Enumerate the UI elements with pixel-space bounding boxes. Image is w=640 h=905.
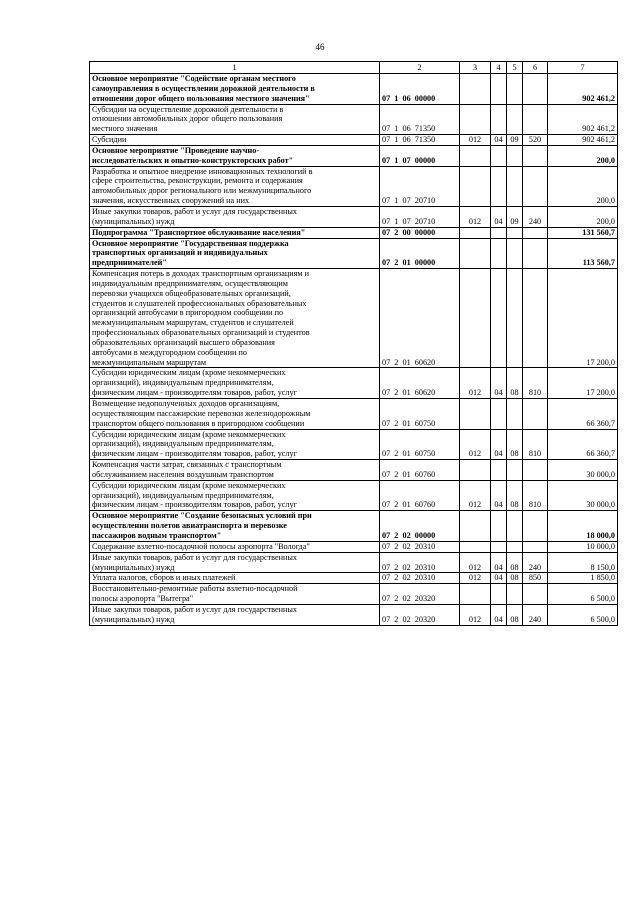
- row-code: 07 2 01 00000: [380, 238, 460, 269]
- row-subsection: [507, 541, 523, 552]
- row-expense-type: 240: [523, 552, 548, 573]
- header-cell: 5: [507, 62, 523, 74]
- row-name: Субсидии: [90, 135, 380, 146]
- row-subsection: [507, 145, 523, 166]
- row-sum: 18 000,0: [548, 511, 618, 542]
- table-row: [90, 604, 618, 625]
- table-row: [90, 368, 618, 399]
- row-expense-type: 810: [523, 429, 548, 460]
- row-code: 07 2 00 00000: [380, 227, 460, 238]
- row-subsection: 08: [507, 368, 523, 399]
- row-name: Иные закупки товаров, работ и услуг для государственных (муниципальных) нужд: [90, 206, 380, 227]
- table-row: [90, 429, 618, 460]
- row-grbs: [460, 166, 491, 206]
- row-name: Возмещение недополученных доходов организациям, осуществляющим пассажирские перевозки железнодорожным транспортом общего пользования в пригородном сообщении: [90, 399, 380, 430]
- row-subsection: [507, 227, 523, 238]
- row-section: [491, 74, 507, 105]
- table-row: [90, 511, 618, 542]
- row-name: Иные закупки товаров, работ и услуг для государственных (муниципальных) нужд: [90, 604, 380, 625]
- row-section: [491, 399, 507, 430]
- row-subsection: 08: [507, 429, 523, 460]
- row-grbs: 012: [460, 368, 491, 399]
- row-code: 07 2 01 60760: [380, 460, 460, 481]
- row-section: [491, 227, 507, 238]
- table-header-row: [90, 62, 618, 74]
- table-body: [90, 74, 618, 626]
- row-subsection: [507, 399, 523, 430]
- row-subsection: [507, 166, 523, 206]
- table-row: [90, 269, 618, 368]
- row-grbs: [460, 541, 491, 552]
- row-expense-type: [523, 104, 548, 135]
- row-sum: 17 200,0: [548, 368, 618, 399]
- row-section: 04: [491, 368, 507, 399]
- row-subsection: [507, 74, 523, 105]
- row-code: 07 1 06 71350: [380, 135, 460, 146]
- row-sum: 30 000,0: [548, 480, 618, 511]
- row-name: Компенсация части затрат, связанных с транспортным обслуживанием населения воздушным транспортом: [90, 460, 380, 481]
- row-sum: 17 200,0: [548, 269, 618, 368]
- row-name: Разработка и опытное внедрение инновационных технологий в сфере строительства, реконструкции, ремонта и содержания автомобильных дорог регионального или межмуниципального значения, искусственных сооружений на них: [90, 166, 380, 206]
- header-cell: 2: [380, 62, 460, 74]
- row-section: 04: [491, 552, 507, 573]
- row-sum: 200,0: [548, 206, 618, 227]
- row-name: Субсидии юридическим лицам (кроме некоммерческих организаций), индивидуальным предпринимателям, физическим лицам - производителям товаров, работ, услуг: [90, 429, 380, 460]
- row-expense-type: [523, 238, 548, 269]
- table-row: [90, 238, 618, 269]
- row-code: 07 2 01 60620: [380, 269, 460, 368]
- row-grbs: 012: [460, 604, 491, 625]
- row-subsection: [507, 460, 523, 481]
- row-name: Субсидии на осуществление дорожной деятельности в отношении автомобильных дорог общего пользования местного значения: [90, 104, 380, 135]
- row-grbs: 012: [460, 429, 491, 460]
- row-section: 04: [491, 604, 507, 625]
- row-sum: 6 500,0: [548, 604, 618, 625]
- budget-table: [89, 61, 618, 626]
- row-subsection: [507, 584, 523, 605]
- table-row: [90, 460, 618, 481]
- row-expense-type: 850: [523, 573, 548, 584]
- header-cell: 7: [548, 62, 618, 74]
- row-sum: 902 461,2: [548, 135, 618, 146]
- row-expense-type: [523, 269, 548, 368]
- row-name: Иные закупки товаров, работ и услуг для государственных (муниципальных) нужд: [90, 552, 380, 573]
- row-section: [491, 104, 507, 135]
- row-name: Основное мероприятие "Создание безопасных условий при осуществлении полетов авиатранспорта и перевозке пассажиров водным транспортом": [90, 511, 380, 542]
- row-sum: 200,0: [548, 145, 618, 166]
- table-row: [90, 104, 618, 135]
- row-grbs: 012: [460, 206, 491, 227]
- table-row: [90, 480, 618, 511]
- row-code: 07 2 02 20320: [380, 604, 460, 625]
- row-code: 07 2 02 20310: [380, 541, 460, 552]
- row-section: 04: [491, 206, 507, 227]
- row-grbs: [460, 104, 491, 135]
- row-subsection: 08: [507, 552, 523, 573]
- row-code: 07 1 06 71350: [380, 104, 460, 135]
- row-expense-type: [523, 399, 548, 430]
- row-expense-type: [523, 584, 548, 605]
- row-name: Компенсация потерь в доходах транспортным организациям и индивидуальным предпринимателям, осуществляющим перевозки учащихся общеобразовательных организаций, студентов и слушателей профессиональных образовательных организаций автобусами в пригородном сообщении по межмуниципальным маршрутам, студентов и слушателей профессиональных образовательных организаций и студентов образовательных организаций высшего образования автобусами в междугородном сообщении по межмуниципальным маршрутам: [90, 269, 380, 368]
- row-code: 07 1 07 20710: [380, 206, 460, 227]
- page-number: 46: [315, 42, 325, 52]
- table-row: [90, 206, 618, 227]
- row-code: 07 2 02 00000: [380, 511, 460, 542]
- row-expense-type: [523, 166, 548, 206]
- table-row: [90, 584, 618, 605]
- row-section: [491, 541, 507, 552]
- row-subsection: 08: [507, 604, 523, 625]
- row-section: [491, 269, 507, 368]
- row-expense-type: 240: [523, 604, 548, 625]
- row-code: 07 2 01 60760: [380, 480, 460, 511]
- row-grbs: [460, 269, 491, 368]
- row-subsection: 09: [507, 206, 523, 227]
- row-expense-type: [523, 227, 548, 238]
- header-cell: 3: [460, 62, 491, 74]
- row-section: [491, 238, 507, 269]
- row-grbs: [460, 511, 491, 542]
- row-expense-type: 520: [523, 135, 548, 146]
- row-expense-type: [523, 145, 548, 166]
- row-name: Подпрограмма "Транспортное обслуживание населения": [90, 227, 380, 238]
- table-row: [90, 145, 618, 166]
- row-expense-type: [523, 74, 548, 105]
- row-sum: 10 000,0: [548, 541, 618, 552]
- row-sum: 902 461,2: [548, 74, 618, 105]
- row-name: Содержание взлетно-посадочной полосы аэропорта "Вологда": [90, 541, 380, 552]
- row-code: 07 1 06 00000: [380, 74, 460, 105]
- table-row: [90, 74, 618, 105]
- row-subsection: 08: [507, 573, 523, 584]
- row-section: 04: [491, 429, 507, 460]
- row-sum: 902 461,2: [548, 104, 618, 135]
- table-row: [90, 573, 618, 584]
- header-cell: 4: [491, 62, 507, 74]
- row-expense-type: 810: [523, 480, 548, 511]
- row-code: 07 1 07 20710: [380, 166, 460, 206]
- row-sum: 6 500,0: [548, 584, 618, 605]
- row-section: [491, 166, 507, 206]
- row-grbs: 012: [460, 552, 491, 573]
- row-grbs: 012: [460, 573, 491, 584]
- row-sum: 1 850,0: [548, 573, 618, 584]
- row-section: 04: [491, 135, 507, 146]
- row-name: Субсидии юридическим лицам (кроме некоммерческих организаций), индивидуальным предпринимателям, физическим лицам - производителям товаров, работ, услуг: [90, 480, 380, 511]
- row-code: 07 2 01 60750: [380, 399, 460, 430]
- row-code: 07 2 02 20310: [380, 573, 460, 584]
- row-expense-type: 240: [523, 206, 548, 227]
- row-name: Субсидии юридическим лицам (кроме некоммерческих организаций), индивидуальным предпринимателям, физическим лицам - производителям товаров, работ, услуг: [90, 368, 380, 399]
- row-name: Основное мероприятие "Государственная поддержка транспортных организаций и индивидуальных предпринимателей": [90, 238, 380, 269]
- row-grbs: [460, 145, 491, 166]
- row-section: [491, 584, 507, 605]
- row-grbs: 012: [460, 135, 491, 146]
- row-subsection: [507, 269, 523, 368]
- row-section: 04: [491, 573, 507, 584]
- row-name: Основное мероприятие "Содействие органам местного самоуправления в осуществлении дорожной деятельности в отношении дорог общего пользования местного значения": [90, 74, 380, 105]
- row-grbs: [460, 460, 491, 481]
- table-row: [90, 135, 618, 146]
- row-sum: 131 560,7: [548, 227, 618, 238]
- row-section: [491, 460, 507, 481]
- row-expense-type: [523, 511, 548, 542]
- row-code: 07 2 01 60620: [380, 368, 460, 399]
- table-row: [90, 227, 618, 238]
- row-sum: 113 560,7: [548, 238, 618, 269]
- header-cell: 1: [90, 62, 380, 74]
- table-row: [90, 541, 618, 552]
- row-section: [491, 511, 507, 542]
- row-expense-type: 810: [523, 368, 548, 399]
- row-name: Уплата налогов, сборов и иных платежей: [90, 573, 380, 584]
- row-section: [491, 145, 507, 166]
- row-grbs: [460, 227, 491, 238]
- row-section: 04: [491, 480, 507, 511]
- row-grbs: [460, 399, 491, 430]
- row-subsection: [507, 511, 523, 542]
- row-sum: 30 000,0: [548, 460, 618, 481]
- row-expense-type: [523, 460, 548, 481]
- row-code: 07 1 07 00000: [380, 145, 460, 166]
- row-code: 07 2 02 20320: [380, 584, 460, 605]
- row-subsection: 09: [507, 135, 523, 146]
- row-sum: 200,0: [548, 166, 618, 206]
- row-grbs: [460, 584, 491, 605]
- row-sum: 66 360,7: [548, 399, 618, 430]
- row-grbs: 012: [460, 480, 491, 511]
- table-row: [90, 399, 618, 430]
- row-sum: 66 360,7: [548, 429, 618, 460]
- table-row: [90, 552, 618, 573]
- row-code: 07 2 01 60750: [380, 429, 460, 460]
- row-name: Основное мероприятие "Проведение научно- исследовательских и опытно-конструкторских работ": [90, 145, 380, 166]
- row-grbs: [460, 74, 491, 105]
- table-row: [90, 166, 618, 206]
- row-subsection: [507, 238, 523, 269]
- row-code: 07 2 02 20310: [380, 552, 460, 573]
- row-grbs: [460, 238, 491, 269]
- row-expense-type: [523, 541, 548, 552]
- row-sum: 8 150,0: [548, 552, 618, 573]
- row-subsection: [507, 104, 523, 135]
- header-cell: 6: [523, 62, 548, 74]
- row-name: Восстановительно-ремонтные работы взлетно-посадочной полосы аэропорта "Вытегра": [90, 584, 380, 605]
- row-subsection: 08: [507, 480, 523, 511]
